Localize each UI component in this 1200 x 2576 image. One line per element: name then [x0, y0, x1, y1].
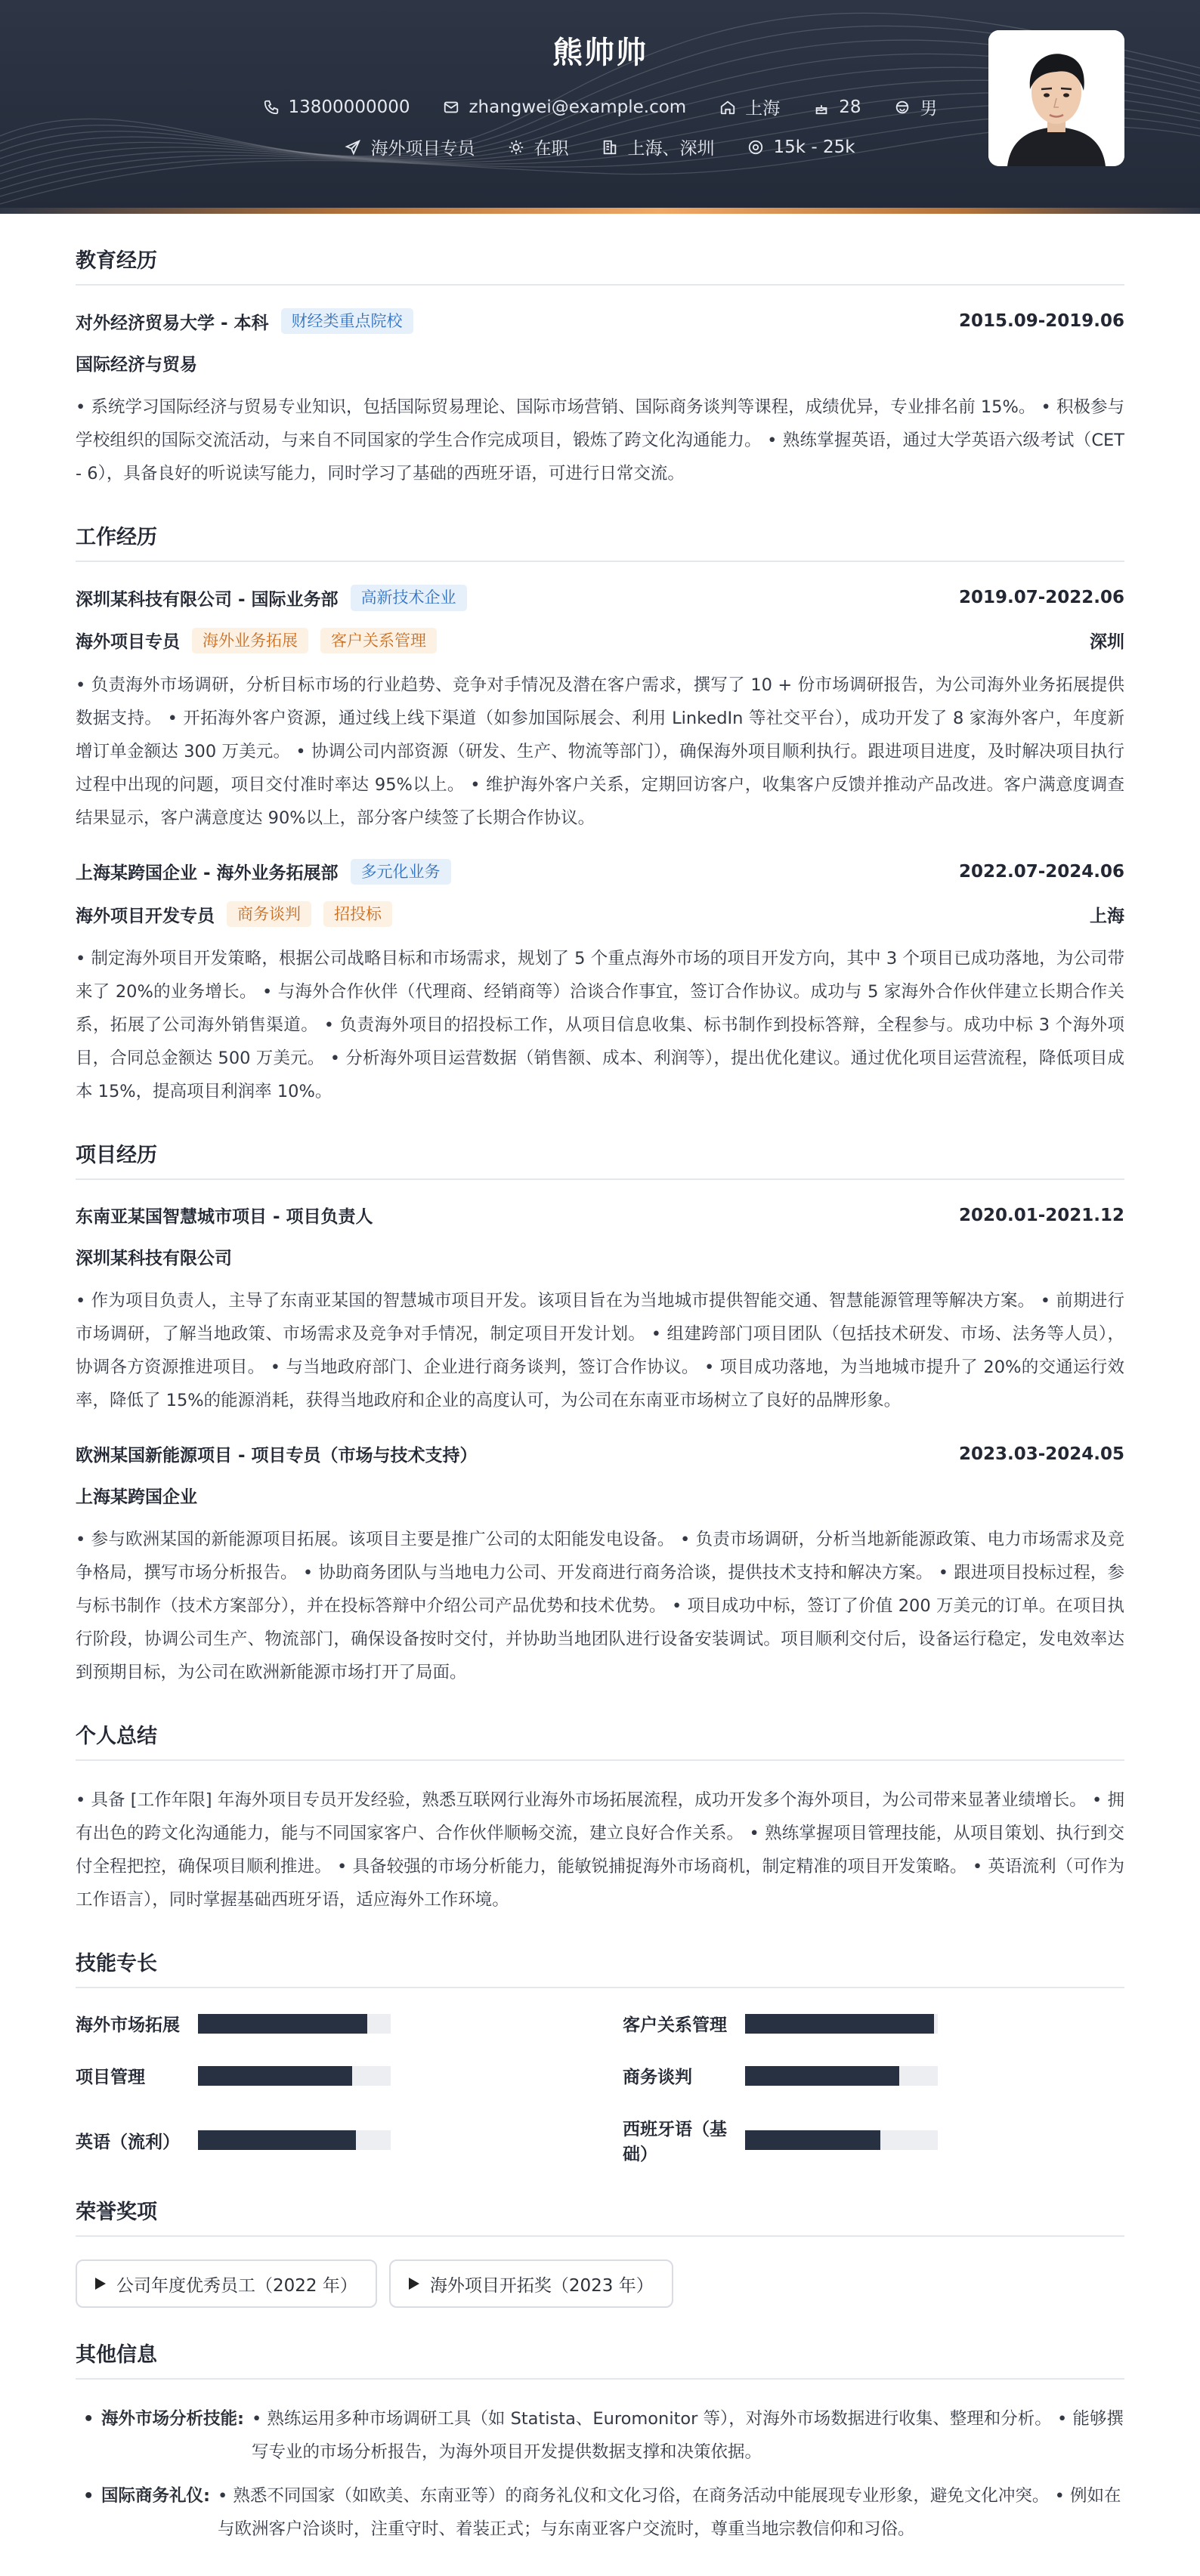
- skill-bar: [745, 2066, 938, 2086]
- award-item[interactable]: [76, 2259, 377, 2308]
- profile-photo: [988, 30, 1124, 166]
- education-description: • 系统学习国际经济与贸易专业知识，包括国际贸易理论、国际市场营销、国际商务谈判等课程，成绩优异，专业排名前 15%。 • 积极参与学校组织的国际交流活动，与来自不同国家的学生合作完成项目，锻炼了跨文化沟通能力。 • 熟练掌握英语，通过大学英语六级考试（CET - 6），具备良好的听说读写能力，同时学习了基础的西班牙语，可进行日常交流。: [76, 397, 1124, 484]
- role-tag: 海外业务拓展: [192, 628, 308, 653]
- project-description: • 作为项目负责人，主导了东南亚某国的智慧城市项目开发。该项目旨在为当地城市提供智能交通、智慧能源管理等解决方案。 • 前期进行市场调研，了解当地政策、市场需求及竞争对手情况，制定项目开发计划。 • 组建跨部门项目团队（包括技术研发、市场、法务等人员），协调各方资源推进项目。 • 与当地政府部门、企业进行商务谈判，签订合作协议。 • 项目成功落地，为当地城市提升了 20%的交通运行效率，降低了 15%的能源消耗，获得当地政府和企业的高度认可，为公司在东南亚市场树立了良好的品牌形象。: [76, 1291, 1124, 1411]
- resume-body: [0, 244, 1200, 2546]
- award-item[interactable]: [389, 2259, 673, 2308]
- position-info: [345, 134, 475, 159]
- skill-name: 商务谈判: [623, 2068, 692, 2088]
- awards-list: [76, 2259, 1124, 2308]
- skill-name: 客户关系管理: [623, 2015, 727, 2036]
- section-title: 个人总结: [76, 1719, 1124, 1761]
- job-location: 深圳: [1090, 632, 1124, 653]
- gender-value: 男: [920, 99, 938, 119]
- mail-icon: [443, 99, 459, 116]
- section-title: 项目经历: [76, 1138, 1124, 1180]
- job-role: 海外项目专员: [76, 632, 180, 653]
- other-info-item: [76, 2402, 1124, 2469]
- major-name: 国际经济与贸易: [76, 355, 197, 375]
- project-entry: [76, 1441, 1124, 1689]
- project-name: 欧洲某国新能源项目 - 项目专员（市场与技术支持）: [76, 1446, 478, 1466]
- project-entry: [76, 1203, 1124, 1417]
- play-triangle-icon: [409, 2278, 419, 2290]
- skill-item: [623, 2011, 1124, 2036]
- avatar: [988, 30, 1124, 166]
- email-address: zhangwei@example.com: [469, 97, 687, 117]
- cake-icon: [813, 99, 830, 116]
- company-tag: 高新技术企业: [351, 585, 467, 610]
- skill-bar: [198, 2066, 391, 2086]
- work-section: [76, 520, 1124, 1108]
- skill-name: 项目管理: [76, 2068, 145, 2088]
- age-value: 28: [839, 97, 861, 117]
- role-tag: 商务谈判: [227, 901, 311, 927]
- bullet-icon: •: [83, 2486, 94, 2507]
- project-description: • 参与欧洲某国的新能源项目拓展。该项目主要是推广公司的太阳能发电设备。 • 负责市场调研，分析当地新能源政策、电力市场需求及竞争格局，撰写市场分析报告。 • 协助商务团队与当地电力公司、开发商进行商务洽谈，提供技术支持和解决方案。 • 跟进项目投标过程，参与标书制作（技术方案部分），并在投标答辩中介绍公司产品优势和技术优势。 • 项目成功中标，签订了价值 200 万美元的订单。在项目执行阶段，协调公司生产、物流部门，确保设备按时交付，并协助当地团队进行设备安装调试。项目顺利交付后，设备运行稳定，发电效率达到预期目标，为公司在欧洲新能源市场打开了局面。: [76, 1530, 1124, 1683]
- section-title: 技能专长: [76, 1947, 1124, 1988]
- age-info: [813, 97, 861, 117]
- skill-name: 西班牙语（基础）: [623, 2120, 727, 2165]
- other-section: [76, 2338, 1124, 2546]
- section-title: 其他信息: [76, 2338, 1124, 2380]
- gender-info: [894, 94, 937, 119]
- skill-bar-fill: [745, 2066, 899, 2086]
- work-entry: [76, 859, 1124, 1109]
- work-date: 2022.07-2024.06: [958, 861, 1124, 882]
- salary-info: [747, 137, 855, 157]
- phone-icon: [263, 99, 280, 116]
- phone-info: [263, 97, 410, 117]
- skill-item: [76, 2115, 577, 2165]
- bullet-icon: •: [83, 2409, 94, 2429]
- education-date: 2015.09-2019.06: [958, 311, 1124, 332]
- salary-icon: [747, 139, 764, 156]
- other-info-label: 海外市场分析技能:: [101, 2409, 244, 2429]
- education-entry: [76, 308, 1124, 490]
- project-date: 2023.03-2024.05: [958, 1444, 1124, 1464]
- skill-bar-fill: [198, 2130, 356, 2150]
- project-date: 2020.01-2021.12: [958, 1205, 1124, 1225]
- education-section: [76, 244, 1124, 490]
- skill-bar: [198, 2014, 391, 2034]
- job-role: 海外项目开发专员: [76, 906, 215, 926]
- gender-icon: [894, 99, 911, 116]
- section-title: 教育经历: [76, 244, 1124, 286]
- building-icon: [602, 139, 618, 156]
- resume-header: [0, 0, 1200, 214]
- skill-item: [623, 2115, 1124, 2165]
- current-city: 上海: [745, 99, 781, 119]
- skill-bar: [745, 2130, 938, 2150]
- other-info-item: [76, 2479, 1124, 2546]
- awards-section: [76, 2195, 1124, 2308]
- projects-section: [76, 1138, 1124, 1689]
- skill-bar-fill: [745, 2014, 934, 2034]
- status-icon: [508, 139, 524, 156]
- work-description: • 制定海外项目开发策略，根据公司战略目标和市场需求，规划了 5 个重点海外市场的项目开发方向，其中 3 个项目已成功落地，为公司带来了 20%的业务增长。 • 与海外合作伙伴（代理商、经销商等）洽谈合作事宜，签订合作协议。成功与 5 家海外合作伙伴建立长期合作关系，拓展了公司海外销售渠道。 • 负责海外项目的招投标工作，从项目信息收集、标书制作到投标答辩，全程参与。成功中标 3 个海外项目，合同总金额达 500 万美元。 • 分析海外项目运营数据（销售额、成本、利润等），提出优化建议。通过优化项目运营流程，降低项目成本 15%，提高项目利润率 10%。: [76, 949, 1124, 1102]
- skill-name: 海外市场拓展: [76, 2015, 180, 2036]
- skill-item: [76, 2011, 577, 2036]
- project-name: 东南亚某国智慧城市项目 - 项目负责人: [76, 1207, 373, 1228]
- company-name: 深圳某科技有限公司 - 国际业务部: [76, 589, 339, 610]
- role-tag: 招投标: [323, 901, 392, 927]
- skill-item: [76, 2063, 577, 2088]
- section-title: 工作经历: [76, 520, 1124, 562]
- summary-description: • 具备 [工作年限] 年海外项目专员开发经验，熟悉互联网行业海外市场拓展流程，成功开发多个海外项目，为公司带来显著业绩增长。 • 拥有出色的跨文化沟通能力，能与不同国家客户、合作伙伴顺畅交流，建立良好合作关系。 • 熟练掌握项目管理技能，从项目策划、执行到交付全程把控，确保项目顺利推进。 • 具备较强的市场分析能力，能敏锐捕捉海外市场商机，制定精准的项目开发策略。 • 英语流利（可作为工作语言），同时掌握基础西班牙语，适应海外工作环境。: [76, 1790, 1124, 1910]
- award-label: 海外项目开拓奖（2023 年）: [429, 2275, 654, 2296]
- home-icon: [719, 99, 736, 116]
- school-name: 对外经济贸易大学 - 本科: [76, 313, 269, 333]
- section-title: 荣誉奖项: [76, 2195, 1124, 2237]
- project-company: 深圳某科技有限公司: [76, 1249, 232, 1269]
- target-city-info: [602, 134, 714, 159]
- target-position: 海外项目专员: [370, 139, 475, 159]
- city-info: [719, 94, 780, 119]
- summary-section: [76, 1719, 1124, 1917]
- award-label: 公司年度优秀员工（2022 年）: [116, 2275, 357, 2296]
- skills-grid: [76, 2011, 1124, 2165]
- work-entry: [76, 585, 1124, 835]
- skills-section: [76, 1947, 1124, 2165]
- target-cities: 上海、深圳: [627, 139, 715, 159]
- skill-name: 英语（流利）: [76, 2132, 180, 2152]
- skill-bar-fill: [745, 2130, 880, 2150]
- project-company: 上海某跨国企业: [76, 1487, 197, 1508]
- skill-bar-fill: [198, 2066, 352, 2086]
- play-triangle-icon: [95, 2278, 106, 2290]
- skill-bar-fill: [198, 2014, 367, 2034]
- work-date: 2019.07-2022.06: [958, 588, 1124, 608]
- email-info: [443, 97, 686, 117]
- skill-item: [623, 2063, 1124, 2088]
- company-name: 上海某跨国企业 - 海外业务拓展部: [76, 863, 339, 884]
- other-info-label: 国际商务礼仪:: [101, 2486, 210, 2507]
- employment-status: 在职: [534, 139, 569, 159]
- send-icon: [345, 139, 361, 156]
- phone-number: 13800000000: [288, 97, 410, 117]
- company-tag: 多元化业务: [351, 859, 451, 885]
- other-info-text: • 熟悉不同国家（如欧美、东南亚等）的商务礼仪和文化习俗，在商务活动中能展现专业形象，避免文化冲突。 • 例如在与欧洲客户洽谈时，注重守时、着装正式；与东南亚客户交流时，尊重当地宗教信仰和习俗。: [218, 2486, 1121, 2540]
- skill-bar: [198, 2130, 391, 2150]
- job-location: 上海: [1090, 906, 1124, 926]
- status-info: [508, 134, 568, 159]
- other-info-text: • 熟练运用多种市场调研工具（如 Statista、Euromonitor 等），对海外市场数据进行收集、整理和分析。 • 能够撰写专业的市场分析报告，为海外项目开发提供数据支撑和决策依据。: [252, 2409, 1124, 2463]
- expected-salary: 15k - 25k: [773, 137, 855, 157]
- work-description: • 负责海外市场调研，分析目标市场的行业趋势、竞争对手情况及潜在客户需求，撰写了 10 + 份市场调研报告，为公司海外业务拓展提供数据支持。 • 开拓海外客户资源，通过线上线下渠道（如参加国际展会、利用 LinkedIn 等社交平台），成功开发了 8 家海外客户，年度新增订单金额达 300 万美元。 • 协调公司内部资源（研发、生产、物流等部门），确保海外项目顺利执行。跟进项目进度，及时解决项目执行过程中出现的问题，项目交付准时率达 95%以上。 • 维护海外客户关系，定期回访客户，收集客户反馈并推动产品改进。客户满意度调查结果显示，客户满意度达 90%以上，部分客户续签了长期合作协议。: [76, 675, 1124, 828]
- candidate-name: 熊帅帅: [552, 36, 648, 70]
- skill-bar: [745, 2014, 938, 2034]
- role-tag: 客户关系管理: [320, 628, 437, 653]
- header-accent-line: [0, 208, 1200, 214]
- school-tag: 财经类重点院校: [281, 308, 413, 334]
